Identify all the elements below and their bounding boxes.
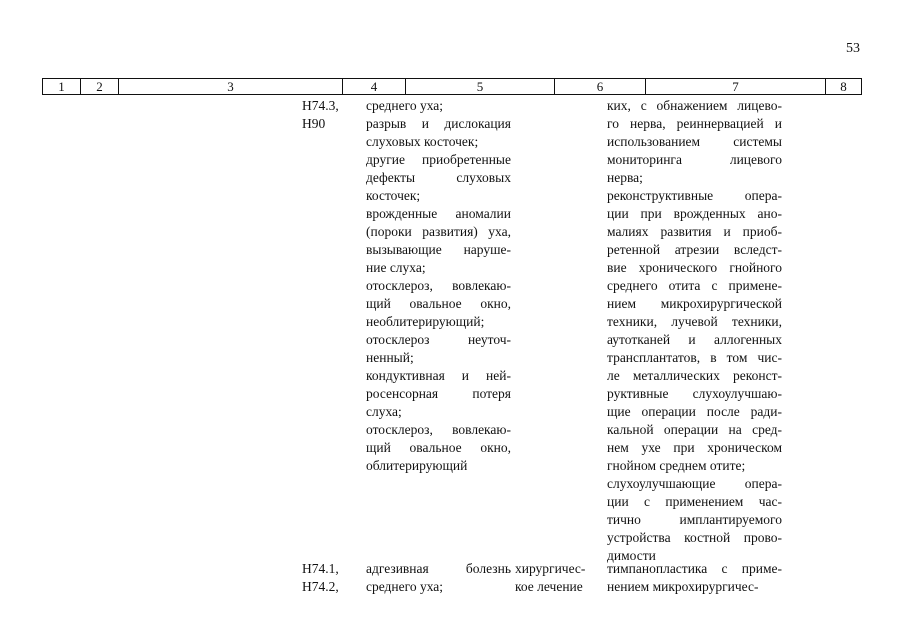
text-line: мониторинга лицевого <box>607 152 782 167</box>
text-line: дефекты слуховых <box>366 170 511 185</box>
text-line: отосклероз, вовлекаю- <box>366 278 511 293</box>
text-line: H74.3, <box>302 98 339 113</box>
text-line: нем ухе при хроническом <box>607 440 782 455</box>
text-line: использованием системы <box>607 134 782 149</box>
text-line: нием микрохирургической <box>607 296 782 311</box>
text-line: H90 <box>302 116 326 131</box>
text-line: ненный; <box>366 350 414 365</box>
text-line: руктивные слухоулучшаю- <box>607 386 782 401</box>
block2-col6-treatment-type <box>515 560 601 596</box>
block2-col4-codes <box>302 560 362 596</box>
text-line: аутотканей и аллогенных <box>607 332 782 347</box>
table-header-row <box>42 78 862 95</box>
header-cell-7: 7 <box>646 79 826 94</box>
text-line: H74.1, <box>302 561 339 576</box>
text-line: ние слуха; <box>366 260 426 275</box>
text-line: кальной операции на сред- <box>607 422 782 437</box>
text-line: трансплантатов, в том чис- <box>607 350 782 365</box>
text-line: слуховых косточек; <box>366 134 479 149</box>
header-cell-3: 3 <box>119 79 343 94</box>
block2-col7-method <box>607 560 782 596</box>
text-line: кое лечение <box>515 579 583 594</box>
text-line: кондуктивная и ней- <box>366 368 511 383</box>
text-line: тимпанопластика с приме- <box>607 561 782 576</box>
block1-col7-treatment <box>607 97 782 565</box>
text-line: косточек; <box>366 188 421 203</box>
text-line: росенсорная потеря <box>366 386 511 401</box>
text-line: ретенной атрезии вследст- <box>607 242 782 257</box>
text-line: адгезивная болезнь <box>366 561 511 576</box>
header-cell-4: 4 <box>343 79 406 94</box>
text-line: техники, лучевой техники, <box>607 314 782 329</box>
text-line: врожденные аномалии <box>366 206 511 221</box>
text-line: нерва; <box>607 170 643 185</box>
text-line: димости <box>607 548 656 563</box>
text-line: слуха; <box>366 404 402 419</box>
text-line: облитерирующий <box>366 458 468 473</box>
text-line: другие приобретенные <box>366 152 511 167</box>
text-line: слухоулучшающие опера- <box>607 476 782 491</box>
block1-col5-diagnoses <box>366 97 511 475</box>
text-line: щий овальное окно, <box>366 296 511 311</box>
text-line: среднего уха; <box>366 579 444 594</box>
text-line: хирургичес- <box>515 561 586 576</box>
block1-col4-codes <box>302 97 362 133</box>
text-line: ле металлических реконст- <box>607 368 782 383</box>
header-cell-2: 2 <box>81 79 119 94</box>
text-line: тично имплантируемого <box>607 512 782 527</box>
text-line: щие операции после ради- <box>607 404 782 419</box>
text-line: отосклероз, вовлекаю- <box>366 422 511 437</box>
text-line: гнойном среднем отите; <box>607 458 746 473</box>
text-line: го нерва, реиннервацией и <box>607 116 782 131</box>
header-cell-8: 8 <box>840 79 847 94</box>
text-line: устройства костной прово- <box>607 530 782 545</box>
text-line: ции с применением час- <box>607 494 782 509</box>
text-line: среднего уха; <box>366 98 444 113</box>
header-cell-6: 6 <box>555 79 646 94</box>
page-number: 53 <box>846 41 860 56</box>
text-line: среднего отита с примене- <box>607 278 782 293</box>
text-line: вызывающие наруше- <box>366 242 511 257</box>
header-cell-1: 1 <box>43 79 81 94</box>
text-line: нением микрохирургичес- <box>607 579 759 594</box>
text-line: (пороки развития) уха, <box>366 224 511 239</box>
text-line: отосклероз неуточ- <box>366 332 511 347</box>
text-line: ких, с обнажением лицево- <box>607 98 782 113</box>
text-line: реконструктивные опера- <box>607 188 782 203</box>
text-line: необлитерирующий; <box>366 314 485 329</box>
text-line: малиях развития и приоб- <box>607 224 782 239</box>
block2-col5-diagnoses <box>366 560 511 596</box>
header-cell-5: 5 <box>406 79 555 94</box>
text-line: H74.2, <box>302 579 339 594</box>
text-line: вие хронического гнойного <box>607 260 782 275</box>
text-line: разрыв и дислокация <box>366 116 511 131</box>
text-line: щий овальное окно, <box>366 440 511 455</box>
text-line: ции при врожденных ано- <box>607 206 782 221</box>
